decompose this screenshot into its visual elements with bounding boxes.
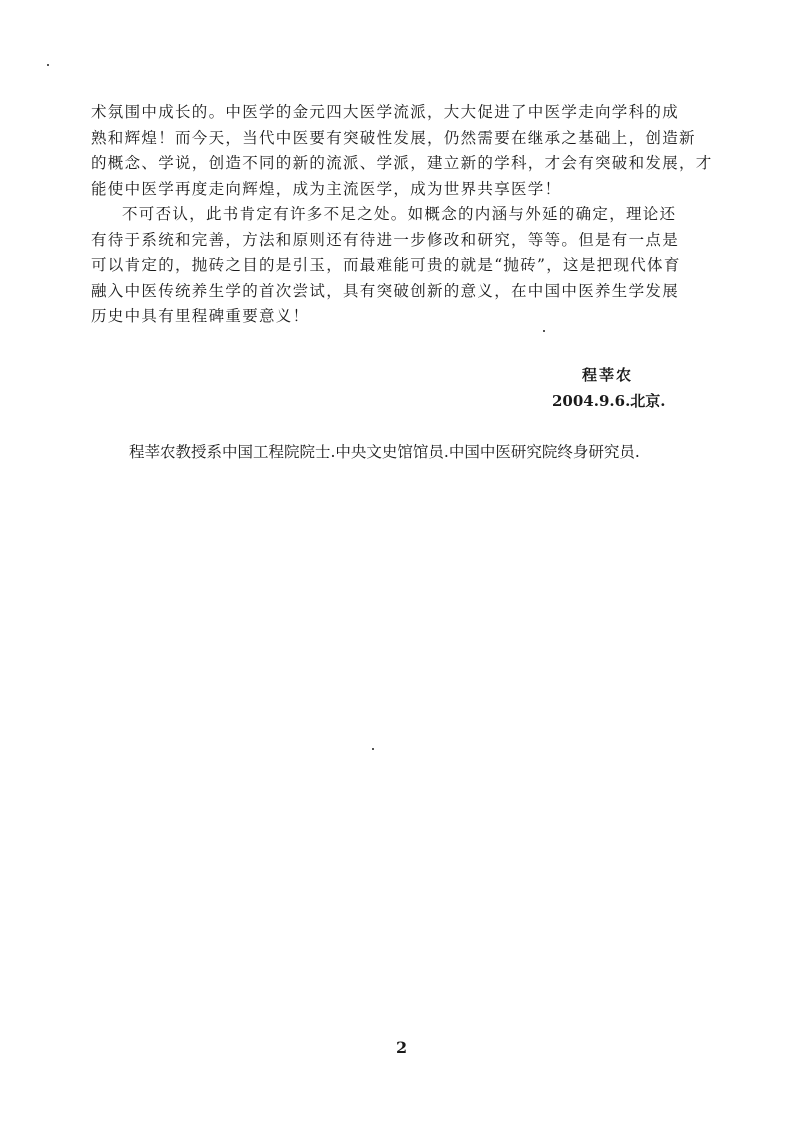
scan-speck [543,330,545,332]
signature-name: 程莘农 [582,366,634,384]
signature-date-place: 2004.9.6.北京. [552,392,666,410]
author-bio: 程莘农教授系中国工程院院士.中央文史馆馆员.中国中医研究院终身研究员. [129,443,640,461]
text-line: 融入中医传统养生学的首次尝试，具有突破创新的意义，在中国中医养生学发展 [91,281,680,300]
text-line: 有待于系统和完善，方法和原则还有待进一步修改和研究，等等。但是有一点是 [91,230,680,249]
text-line: 可以肯定的，抛砖之目的是引玉，而最难能可贵的就是“抛砖”，这是把现代体育 [91,256,681,274]
text-line: 历史中具有里程碑重要意义！ [91,307,310,325]
scan-speck [372,748,374,750]
text-line: 能使中医学再度走向辉煌，成为主流医学，成为世界共享医学！ [91,179,562,198]
text-line: 的概念、学说，创造不同的新的流派、学派，建立新的学科，才会有突破和发展，才 [91,154,713,172]
text-line: 术氛围中成长的。中医学的金元四大医学流派，大大促进了中医学走向学科的成 [91,103,680,121]
text-line: 不可否认，此书肯定有许多不足之处。如概念的内涵与外延的确定，理论还 [122,205,677,223]
scan-speck [47,64,49,66]
text-line: 熟和辉煌！而今天，当代中医要有突破性发展，仍然需要在继承之基础上，创造新 [91,128,696,147]
body-text [91,100,721,330]
page-number: 2 [396,1038,408,1057]
